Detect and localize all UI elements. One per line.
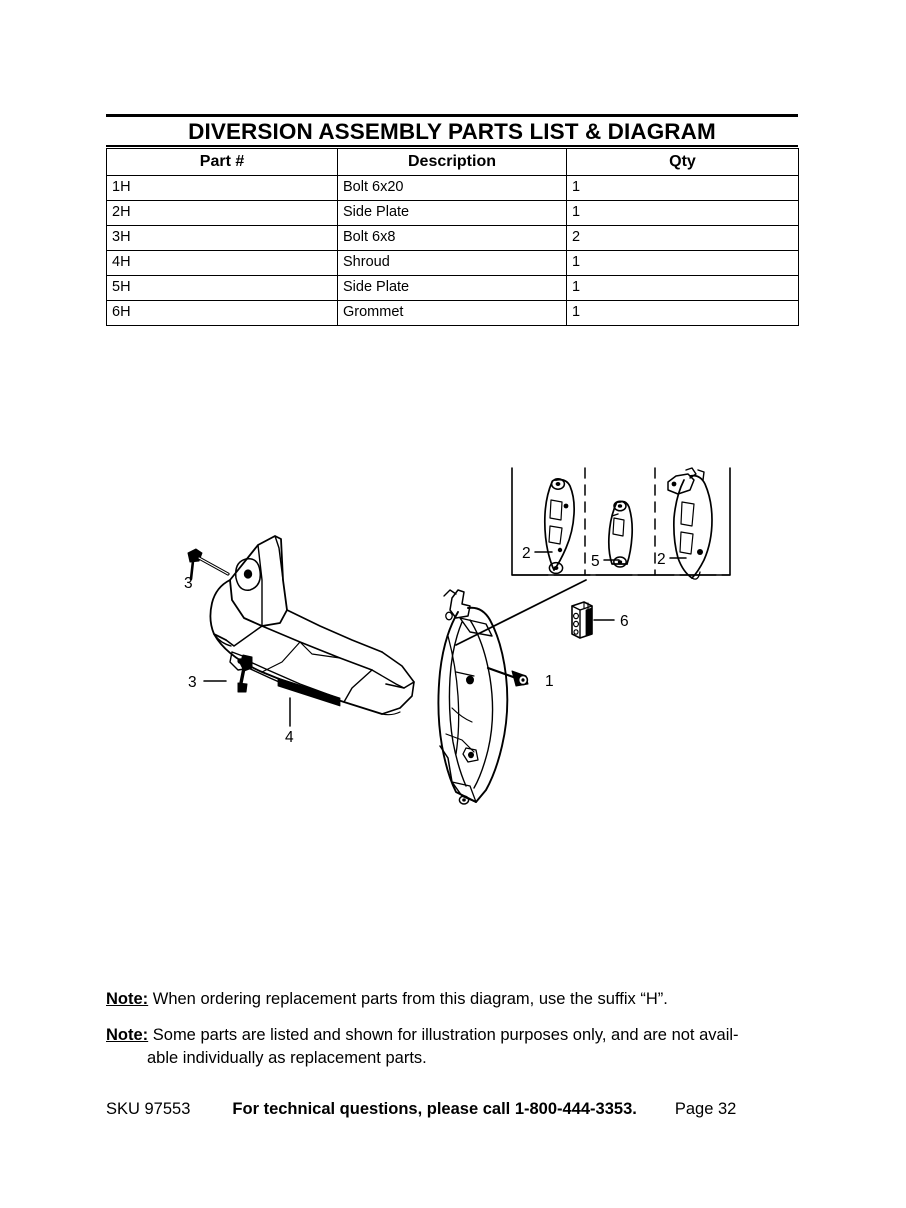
tech-support-line: For technical questions, please call 1-800-444-3353. — [232, 1100, 637, 1118]
cell-description: Side Plate — [338, 276, 567, 301]
table-row — [107, 251, 799, 276]
page-number: Page 32 — [674, 1100, 737, 1118]
cell-part: 5H — [107, 276, 338, 301]
note-text: Some parts are listed and shown for illustration purposes only, and are not avail- — [148, 1026, 739, 1045]
grommet-illustration — [572, 602, 592, 638]
parts-table — [106, 148, 799, 326]
note-text: When ordering replacement parts from this diagram, use the suffix “H”. — [148, 990, 668, 1008]
table-row — [107, 276, 799, 301]
assembly-diagram-svg — [0, 440, 906, 860]
table-header-row — [107, 149, 799, 176]
cell-description: Grommet — [338, 301, 567, 326]
callout-4-shroud: 4 — [285, 729, 294, 746]
sku-label: SKU 97553 — [106, 1100, 191, 1118]
callout-2-inset-right: 2 — [657, 551, 666, 568]
cell-qty: 1 — [567, 201, 799, 226]
callout-5-inset-middle: 5 — [591, 553, 600, 570]
cell-qty: 1 — [567, 251, 799, 276]
parts-list-block — [106, 114, 798, 326]
cell-description: Bolt 6x20 — [338, 176, 567, 201]
column-header-part: Part # — [107, 149, 338, 176]
inset-side-plate-middle-illustration — [609, 501, 632, 567]
cell-qty: 1 — [567, 276, 799, 301]
title-rule-bottom — [106, 145, 798, 147]
assembly-diagram — [0, 440, 906, 860]
note-label: Note: — [106, 990, 149, 1008]
inset-side-plate-right-illustration — [668, 468, 712, 579]
column-header-description: Description — [338, 149, 567, 176]
cell-part: 6H — [107, 301, 338, 326]
page-title: DIVERSION ASSEMBLY PARTS LIST & DIAGRAM — [188, 119, 716, 144]
table-row — [107, 201, 799, 226]
note-item — [106, 988, 806, 1011]
cell-part: 2H — [107, 201, 338, 226]
cell-part: 4H — [107, 251, 338, 276]
note-label: Note: — [106, 1026, 149, 1045]
cell-description: Side Plate — [338, 201, 567, 226]
table-row — [107, 176, 799, 201]
cell-qty: 1 — [567, 301, 799, 326]
column-header-qty: Qty — [567, 149, 799, 176]
table-row — [107, 226, 799, 251]
cell-description: Shroud — [338, 251, 567, 276]
callout-2-inset-left: 2 — [522, 545, 531, 562]
cell-part: 3H — [107, 226, 338, 251]
table-row — [107, 301, 799, 326]
inset-side-plate-left-illustration — [545, 479, 574, 574]
notes-section — [106, 988, 806, 1083]
inset-to-assembly-leader — [456, 580, 586, 645]
bolt-1-illustration — [488, 668, 528, 686]
callout-1-bolt: 1 — [545, 673, 554, 690]
note-text-continuation: able individually as replacement parts. — [147, 1048, 427, 1067]
side-plate-assembly-illustration — [438, 590, 507, 804]
callout-3-upper: 3 — [184, 575, 193, 592]
note-item — [106, 1024, 806, 1070]
cell-description: Bolt 6x8 — [338, 226, 567, 251]
cell-part: 1H — [107, 176, 338, 201]
cell-qty: 2 — [567, 226, 799, 251]
cell-qty: 1 — [567, 176, 799, 201]
bolt-3-upper-illustration — [188, 549, 228, 579]
callout-3-lower: 3 — [188, 674, 197, 691]
callout-6-grommet: 6 — [620, 613, 629, 630]
page-footer — [106, 1100, 806, 1119]
